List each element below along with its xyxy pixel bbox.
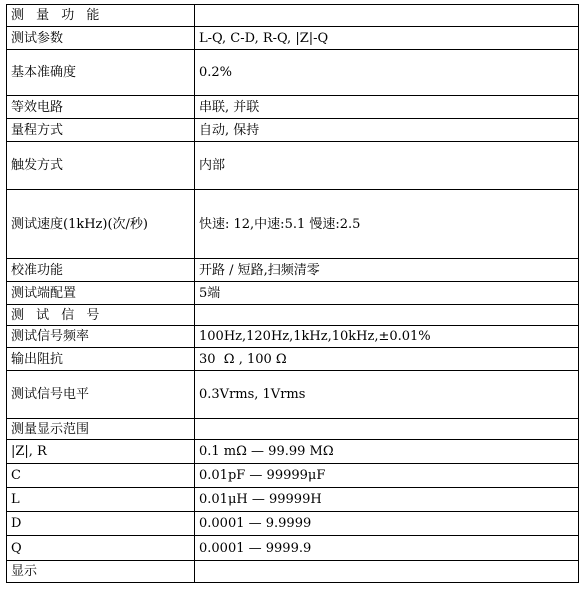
- row-label: 显示: [7, 561, 195, 583]
- row-value: [195, 419, 579, 440]
- table-row: [7, 512, 579, 536]
- row-label: |Z|, R: [7, 440, 195, 464]
- table-row: [7, 488, 579, 512]
- row-value: [195, 5, 579, 27]
- row-label: 触发方式: [7, 142, 195, 190]
- table-row: [7, 5, 579, 27]
- table-row: [7, 50, 579, 96]
- row-value: 串联, 并联: [195, 96, 579, 119]
- row-value: 0.3Vrms, 1Vrms: [195, 371, 579, 419]
- row-value: 自动, 保持: [195, 119, 579, 142]
- row-value: 内部: [195, 142, 579, 190]
- spec-table: [6, 4, 579, 583]
- row-label: 基本准确度: [7, 50, 195, 96]
- section-header-display-range: 测量显示范围: [7, 419, 195, 440]
- table-row: [7, 348, 579, 371]
- row-label: 量程方式: [7, 119, 195, 142]
- row-label: D: [7, 512, 195, 536]
- table-row: [7, 419, 579, 440]
- row-label: L: [7, 488, 195, 512]
- row-value: 100Hz,120Hz,1kHz,10kHz,±0.01%: [195, 326, 579, 348]
- table-row: [7, 259, 579, 282]
- row-value: [195, 305, 579, 326]
- table-row: [7, 561, 579, 583]
- row-value: 30 Ω , 100 Ω: [195, 348, 579, 371]
- row-value: 0.01pF — 99999μF: [195, 464, 579, 488]
- row-label: 输出阻抗: [7, 348, 195, 371]
- row-value: 0.0001 — 9.9999: [195, 512, 579, 536]
- row-label: 等效电路: [7, 96, 195, 119]
- table-row: [7, 326, 579, 348]
- table-row: [7, 96, 579, 119]
- row-label: C: [7, 464, 195, 488]
- row-value: 5端: [195, 282, 579, 305]
- row-value: 0.01μH — 99999H: [195, 488, 579, 512]
- row-label: 校准功能: [7, 259, 195, 282]
- section-header-measure-function: 测 量 功 能: [7, 5, 195, 27]
- table-row: [7, 371, 579, 419]
- row-label: 测试信号电平: [7, 371, 195, 419]
- table-row: [7, 27, 579, 50]
- table-row: [7, 464, 579, 488]
- table-row: [7, 536, 579, 561]
- table-row: [7, 142, 579, 190]
- row-value: 快速: 12,中速:5.1 慢速:2.5: [195, 190, 579, 259]
- table-row: [7, 282, 579, 305]
- table-row: [7, 305, 579, 326]
- row-label: 测试参数: [7, 27, 195, 50]
- table-row: [7, 190, 579, 259]
- table-row: [7, 119, 579, 142]
- row-value: [195, 561, 579, 583]
- row-value: 0.2%: [195, 50, 579, 96]
- row-value: 开路 / 短路,扫频清零: [195, 259, 579, 282]
- row-value: L-Q, C-D, R-Q, |Z|-Q: [195, 27, 579, 50]
- row-label: 测试端配置: [7, 282, 195, 305]
- table-row: [7, 440, 579, 464]
- row-label: Q: [7, 536, 195, 561]
- row-label: 测试信号频率: [7, 326, 195, 348]
- row-value: 0.1 mΩ — 99.99 MΩ: [195, 440, 579, 464]
- row-value: 0.0001 — 9999.9: [195, 536, 579, 561]
- row-label: 测试速度(1kHz)(次/秒): [7, 190, 195, 259]
- section-header-test-signal: 测 试 信 号: [7, 305, 195, 326]
